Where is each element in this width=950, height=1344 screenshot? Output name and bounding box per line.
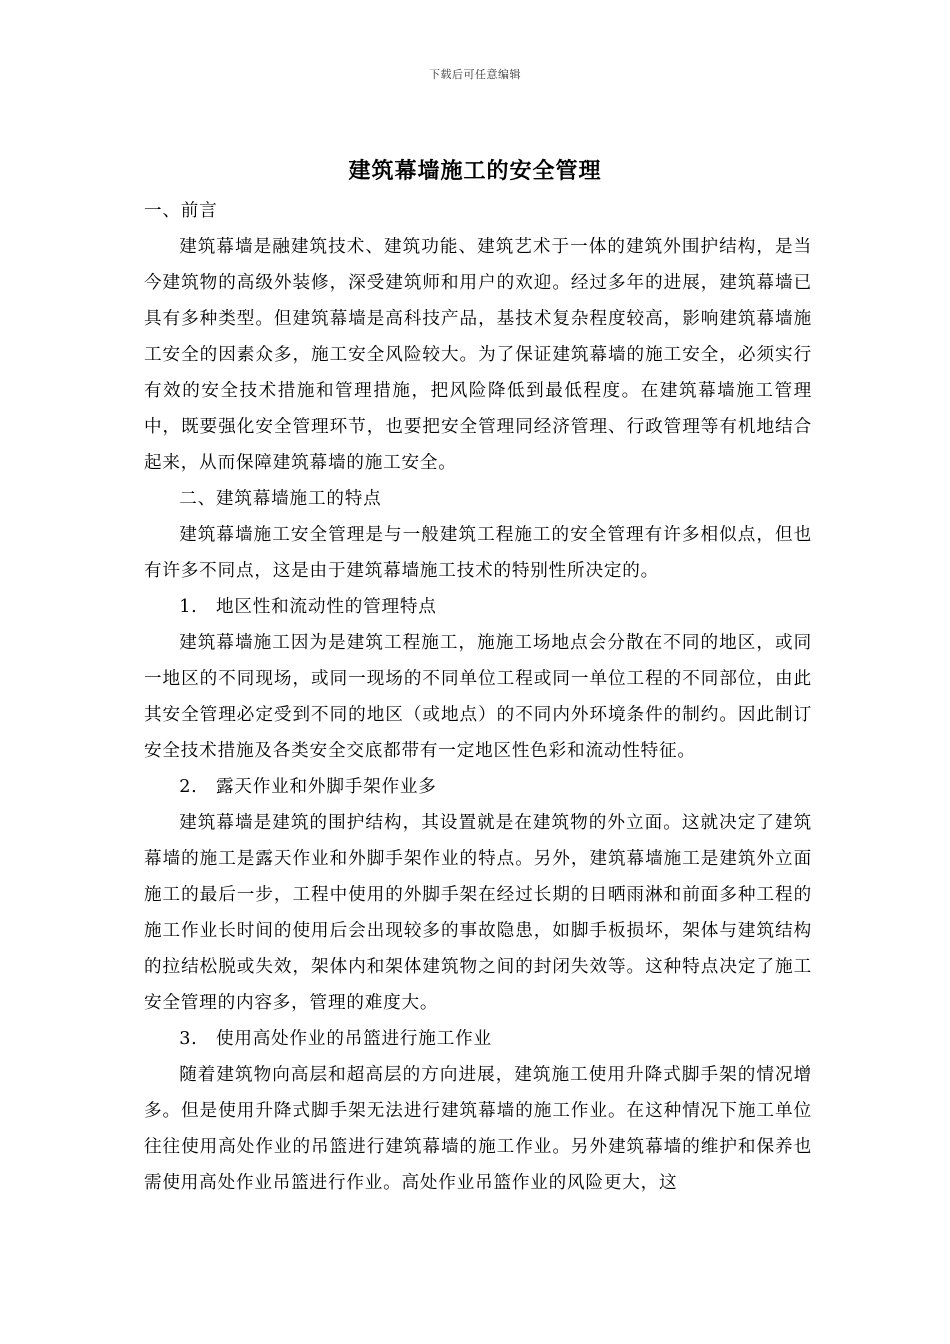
- header-note: 下载后可任意编辑: [429, 68, 521, 81]
- subheading-3: 3. 使用高处作业的吊篮进行施工作业: [179, 1029, 492, 1049]
- paragraph-intro: 建筑幕墙是融建筑技术、建筑功能、建筑艺术于一体的建筑外围护结构，是当今建筑物的高级外装修，深受建筑师和用户的欢迎。经过多年的进展，建筑幕墙已具有多种类型。但建筑幕墙是高科技产品，基技术复杂程度较高，影响建筑幕墙施工安全的因素众多，施工安全风险较大。为了保证建筑幕墙的施工安全，必须实行有效的安全技术措施和管理措施，把风险降低到最低程度。在建筑幕墙施工管理中，既要强化安全管理环节，也要把安全管理同经济管理、行政管理等有机地结合起来，从而保障建筑幕墙的施工安全。: [144, 237, 812, 473]
- subheading-2: 2. 露天作业和外脚手架作业多: [179, 777, 437, 797]
- paragraph-3: 随着建筑物向高层和超高层的方向进展，建筑施工使用升降式脚手架的情况增多。但是使用升降式脚手架无法进行建筑幕墙的施工作业。在这种情况下施工单位往往使用高处作业的吊篮进行建筑幕墙的施工作业。另外建筑幕墙的维护和保养也需使用高处作业吊篮进行作业。高处作业吊篮作业的风险更大，这: [144, 1065, 812, 1193]
- section-heading-preface: 一、前言: [144, 201, 218, 221]
- paragraph-2: 建筑幕墙是建筑的围护结构，其设置就是在建筑物的外立面。这就决定了建筑幕墙的施工是露天作业和外脚手架作业的特点。另外，建筑幕墙施工是建筑外立面施工的最后一步，工程中使用的外脚手架在经过长期的日晒雨淋和前面多种工程的施工作业长时间的使用后会出现较多的事故隐患，如脚手板损坏，架体与建筑结构的拉结松脱或失效，架体内和架体建筑物之间的封闭失效等。这种特点决定了施工安全管理的内容多，管理的难度大。: [144, 813, 812, 1013]
- paragraph-features: 建筑幕墙施工安全管理是与一般建筑工程施工的安全管理有许多相似点，但也有许多不同点，这是由于建筑幕墙施工技术的特别性所决定的。: [144, 525, 812, 581]
- paragraph-1: 建筑幕墙施工因为是建筑工程施工，施施工场地点会分散在不同的地区，或同一地区的不同现场，或同一现场的不同单位工程或同一单位工程的不同部位，由此其安全管理必定受到不同的地区（或地点）的不同内外环境条件的制约。因此制订安全技术措施及各类安全交底都带有一定地区性色彩和流动性特征。: [144, 633, 812, 761]
- section-heading-features: 二、建筑幕墙施工的特点: [179, 489, 382, 509]
- document-body: [144, 193, 812, 1201]
- document-title: 建筑幕墙施工的安全管理: [348, 158, 602, 184]
- subheading-1: 1. 地区性和流动性的管理特点: [179, 597, 437, 617]
